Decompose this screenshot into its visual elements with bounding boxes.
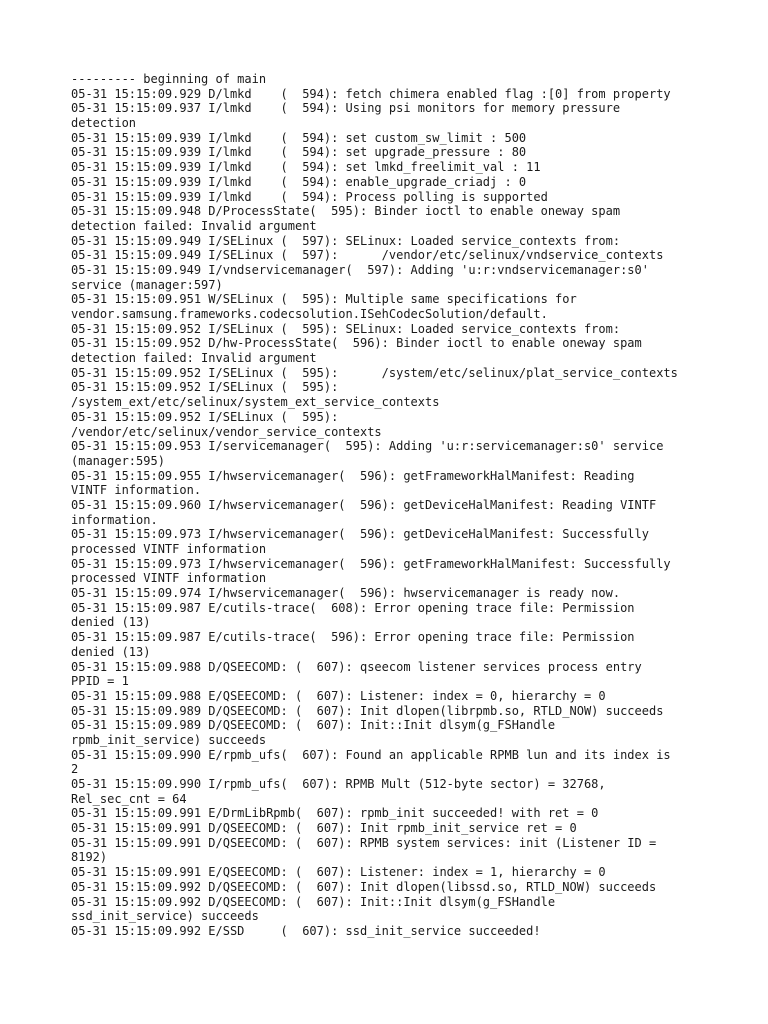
log-line: 05-31 15:15:09.989 D/QSEECOMD: ( 607): Init::Init dlsym(g_FSHandle bbox=[71, 718, 556, 733]
log-line: detection failed: Invalid argument bbox=[71, 351, 317, 366]
log-line: 05-31 15:15:09.992 D/QSEECOMD: ( 607): Init dlopen(libssd.so, RTLD_NOW) succeeds bbox=[71, 879, 657, 894]
log-line: PPID = 1 bbox=[71, 674, 129, 689]
log-line: 05-31 15:15:09.987 E/cutils-trace( 608): Error opening trace file: Permission bbox=[71, 600, 635, 615]
log-line: 05-31 15:15:09.949 I/SELinux ( 597): SELinux: Loaded service_contexts from: bbox=[71, 233, 621, 248]
log-line: 05-31 15:15:09.991 D/QSEECOMD: ( 607): RPMB system services: init (Listener ID = bbox=[71, 835, 657, 850]
log-line: /vendor/etc/selinux/vendor_service_contexts bbox=[71, 424, 382, 439]
log-line: 05-31 15:15:09.937 I/lmkd ( 594): Using psi monitors for memory pressure bbox=[71, 101, 621, 116]
log-line: 05-31 15:15:09.960 I/hwservicemanager( 596): getDeviceHalManifest: Reading VINTF bbox=[71, 497, 657, 512]
log-line: 05-31 15:15:09.991 E/DrmLibRpmb( 607): rpmb_init succeeded! with ret = 0 bbox=[71, 806, 599, 821]
log-line: information. bbox=[71, 512, 158, 527]
log-line: 05-31 15:15:09.952 I/SELinux ( 595): /system/etc/selinux/plat_service_contexts bbox=[71, 365, 678, 380]
log-line: 05-31 15:15:09.955 I/hwservicemanager( 596): getFrameworkHalManifest: Reading bbox=[71, 468, 635, 483]
log-line: 05-31 15:15:09.952 I/SELinux ( 595): bbox=[71, 380, 339, 395]
log-line: 05-31 15:15:09.939 I/lmkd ( 594): set lmkd_freelimit_val : 11 bbox=[71, 160, 541, 175]
log-line: 05-31 15:15:09.987 E/cutils-trace( 596): Error opening trace file: Permission bbox=[71, 630, 635, 645]
log-line: 05-31 15:15:09.952 I/SELinux ( 595): SELinux: Loaded service_contexts from: bbox=[71, 321, 621, 336]
log-line: 05-31 15:15:09.990 E/rpmb_ufs( 607): Found an applicable RPMB lun and its index is bbox=[71, 747, 671, 762]
log-line: denied (13) bbox=[71, 644, 151, 659]
log-line: 05-31 15:15:09.948 D/ProcessState( 595): Binder ioctl to enable oneway spam bbox=[71, 204, 621, 219]
log-line: 2 bbox=[71, 762, 79, 777]
log-line: 05-31 15:15:09.991 D/QSEECOMD: ( 607): Init rpmb_init_service ret = 0 bbox=[71, 821, 577, 836]
log-line: Rel_sec_cnt = 64 bbox=[71, 791, 187, 806]
log-line: 05-31 15:15:09.992 E/SSD ( 607): ssd_init_service succeeded! bbox=[71, 923, 541, 938]
log-text-block bbox=[71, 72, 711, 939]
log-line: 05-31 15:15:09.939 I/lmkd ( 594): set upgrade_pressure : 80 bbox=[71, 145, 527, 160]
log-line: 05-31 15:15:09.990 I/rpmb_ufs( 607): RPMB Mult (512-byte sector) = 32768, bbox=[71, 777, 606, 791]
log-line: detection bbox=[71, 116, 137, 131]
log-line: 05-31 15:15:09.929 D/lmkd ( 594): fetch chimera enabled flag :[0] from property bbox=[71, 86, 671, 101]
log-line: vendor.samsung.frameworks.codecsolution.ISehCodecSolution/default. bbox=[71, 307, 548, 321]
log-line: 05-31 15:15:09.939 I/lmkd ( 594): enable_upgrade_criadj : 0 bbox=[71, 174, 527, 189]
log-line: ssd_init_service) succeeds bbox=[71, 909, 259, 924]
log-line: 05-31 15:15:09.949 I/SELinux ( 597): /vendor/etc/selinux/vndservice_contexts bbox=[71, 248, 664, 263]
log-line: 05-31 15:15:09.952 I/SELinux ( 595): bbox=[71, 409, 339, 424]
log-line: /system_ext/etc/selinux/system_ext_service_contexts bbox=[71, 395, 440, 410]
log-line: 05-31 15:15:09.939 I/lmkd ( 594): set custom_sw_limit : 500 bbox=[71, 130, 527, 145]
log-line: rpmb_init_service) succeeds bbox=[71, 732, 267, 747]
log-line: processed VINTF information bbox=[71, 542, 267, 556]
log-line: denied (13) bbox=[71, 615, 151, 630]
log-line: 05-31 15:15:09.988 E/QSEECOMD: ( 607): Listener: index = 0, hierarchy = 0 bbox=[71, 688, 606, 703]
log-line: 05-31 15:15:09.992 D/QSEECOMD: ( 607): Init::Init dlsym(g_FSHandle bbox=[71, 894, 556, 909]
log-line: 05-31 15:15:09.973 I/hwservicemanager( 596): getDeviceHalManifest: Successfully bbox=[71, 527, 649, 542]
log-line: --------- beginning of main bbox=[71, 72, 267, 86]
log-line: 05-31 15:15:09.951 W/SELinux ( 595): Multiple same specifications for bbox=[71, 292, 577, 307]
log-line: 05-31 15:15:09.952 D/hw-ProcessState( 596): Binder ioctl to enable oneway spam bbox=[71, 336, 642, 351]
log-line: detection failed: Invalid argument bbox=[71, 218, 317, 233]
log-line: VINTF information. bbox=[71, 483, 202, 498]
log-line: 05-31 15:15:09.989 D/QSEECOMD: ( 607): Init dlopen(librpmb.so, RTLD_NOW) succeeds bbox=[71, 703, 664, 718]
log-line: service (manager:597) bbox=[71, 277, 223, 292]
log-line: processed VINTF information bbox=[71, 571, 267, 586]
log-line: 05-31 15:15:09.974 I/hwservicemanager( 596): hwservicemanager is ready now. bbox=[71, 586, 621, 601]
log-line: 05-31 15:15:09.988 D/QSEECOMD: ( 607): qseecom listener services process entry bbox=[71, 659, 642, 674]
log-line: 05-31 15:15:09.939 I/lmkd ( 594): Process polling is supported bbox=[71, 189, 548, 204]
log-line: 05-31 15:15:09.953 I/servicemanager( 595): Adding 'u:r:servicemanager:s0' service bbox=[71, 439, 664, 454]
log-page bbox=[71, 72, 711, 939]
log-line: 8192) bbox=[71, 850, 108, 865]
log-line: 05-31 15:15:09.973 I/hwservicemanager( 596): getFrameworkHalManifest: Successfully bbox=[71, 556, 671, 571]
log-line: (manager:595) bbox=[71, 453, 165, 468]
log-line: 05-31 15:15:09.991 E/QSEECOMD: ( 607): Listener: index = 1, hierarchy = 0 bbox=[71, 865, 606, 880]
log-line: 05-31 15:15:09.949 I/vndservicemanager( 597): Adding 'u:r:vndservicemanager:s0' bbox=[71, 262, 649, 277]
